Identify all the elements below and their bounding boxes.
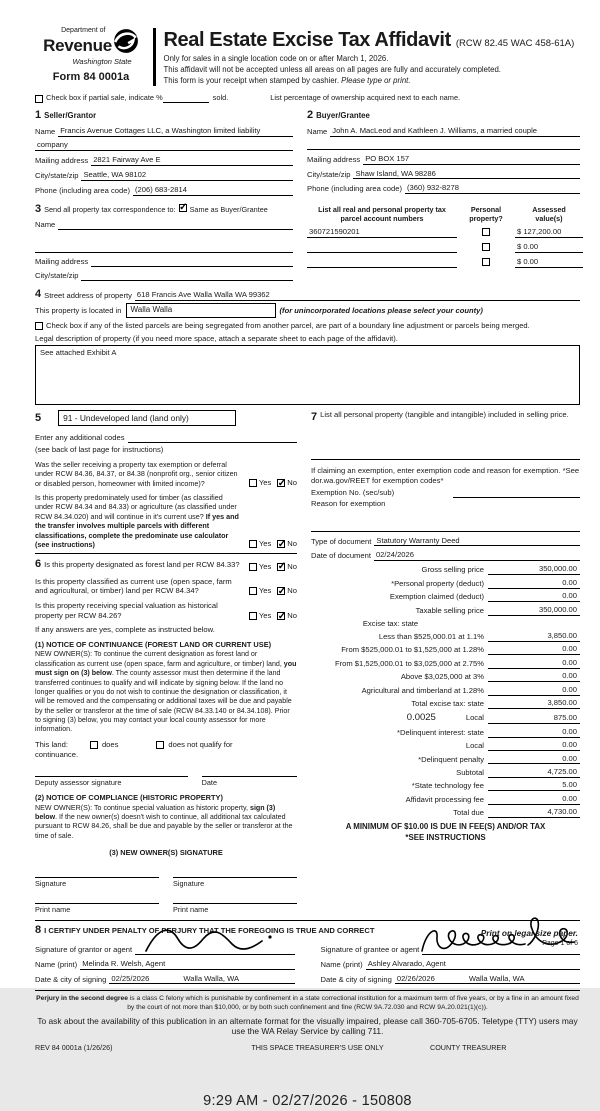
tax-row-value-field[interactable]: 3,850.00 bbox=[488, 698, 580, 709]
print-name-label: Print name bbox=[35, 905, 71, 915]
tax-row-label: From $525,000.01 to $1,525,000 at 1.28% bbox=[341, 645, 484, 655]
header-divider bbox=[153, 28, 156, 86]
local-rate-value: 0.0025 bbox=[406, 711, 436, 723]
tax-row-label: Gross selling price bbox=[421, 565, 484, 575]
section-2-number: 2 bbox=[307, 109, 314, 121]
deputy-assessor-signature-field[interactable] bbox=[35, 767, 188, 777]
assessed-value-field[interactable]: $ 0.00 bbox=[515, 242, 583, 253]
personal-property-checkbox[interactable] bbox=[482, 228, 490, 236]
certify-statement: I CERTIFY UNDER PENALTY OF PERJURY THAT THE FOREGOING IS TRUE AND CORRECT bbox=[44, 925, 375, 935]
grantor-date-value: 02/25/2026 bbox=[111, 973, 150, 983]
tax-row-value-field[interactable]: 4,725.00 bbox=[488, 767, 580, 778]
personal-property-heading: List all personal property (tangible and intangible) included in selling price. bbox=[320, 410, 569, 420]
grantor-city-value: Walla Walla, WA bbox=[183, 973, 240, 983]
tax-row-label: 0.0025 Local bbox=[406, 711, 484, 723]
form-title-rcw: (RCW 82.45 WAC 458-61A) bbox=[455, 38, 575, 49]
seller-name-field-line2[interactable]: company bbox=[35, 140, 293, 151]
notice-compliance-title: (2) NOTICE OF COMPLIANCE (HISTORIC PROPERTY) bbox=[35, 792, 223, 802]
yes-label: Yes bbox=[258, 539, 272, 549]
tax-row-value-field[interactable]: 0.00 bbox=[488, 671, 580, 682]
parcel-row bbox=[307, 257, 583, 268]
tax-row-value-field[interactable]: 350,000.00 bbox=[488, 564, 580, 575]
state-label: Washington State bbox=[72, 57, 132, 67]
tax-row-value-field[interactable]: 0.00 bbox=[488, 754, 580, 765]
tax-table bbox=[311, 564, 580, 818]
buyer-phone-label: Phone (including area code) bbox=[307, 184, 402, 194]
tax-row-value-field[interactable]: 350,000.00 bbox=[488, 605, 580, 616]
section-3-correspondence bbox=[35, 202, 293, 281]
tax-row-value-field[interactable]: 0.00 bbox=[488, 794, 580, 805]
personal-property-checkbox[interactable] bbox=[482, 243, 490, 251]
q1-yes-checkbox[interactable] bbox=[249, 479, 257, 487]
see-instructions-note: *SEE INSTRUCTIONS bbox=[405, 832, 486, 842]
tax-row-value-field[interactable]: 0.00 bbox=[488, 578, 580, 589]
assessed-value-field[interactable]: $ 127,200.00 bbox=[515, 227, 583, 238]
tax-row-label: Subtotal bbox=[456, 768, 484, 778]
seller-city-field[interactable]: Seattle, WA 98102 bbox=[81, 170, 293, 181]
section-2-buyer bbox=[307, 108, 580, 196]
tax-row bbox=[311, 712, 580, 724]
print-name-label: Print name bbox=[173, 905, 209, 915]
treasurer-use-label: THIS SPACE TREASURER'S USE ONLY bbox=[251, 1042, 384, 1052]
grantee-sig-label: Signature of grantee or agent bbox=[320, 944, 420, 954]
header-note-2: This affidavit will not be accepted unless all areas on all pages are fully and accurately completed. bbox=[163, 65, 501, 75]
q2-yes-checkbox[interactable] bbox=[249, 540, 257, 548]
section-1-number: 1 bbox=[35, 109, 42, 121]
header-note-3: This form is your receipt when stamped by cashier. Please type or print. bbox=[163, 76, 411, 86]
tax-row bbox=[311, 754, 580, 765]
partial-sale-suffix: sold. bbox=[212, 93, 229, 103]
buyer-name-field-line2[interactable] bbox=[307, 140, 580, 150]
tax-row-label: Total excise tax: state bbox=[411, 699, 484, 709]
tax-row-label: *Delinquent penalty bbox=[418, 754, 484, 764]
no-label: No bbox=[287, 478, 297, 488]
doc-date-field[interactable]: 02/24/2026 bbox=[374, 550, 580, 561]
forest-yes-checkbox[interactable] bbox=[249, 563, 257, 571]
tax-row bbox=[311, 685, 580, 696]
does-label: does bbox=[101, 739, 119, 749]
section-3-number: 3 bbox=[35, 202, 42, 215]
form-header bbox=[35, 26, 580, 86]
grantee-name-field[interactable]: Ashley Alvarado, Agent bbox=[366, 959, 580, 970]
buyer-city-label: City/state/zip bbox=[307, 169, 351, 179]
tax-row bbox=[311, 578, 580, 589]
county-treasurer-label: COUNTY TREASURER bbox=[430, 1042, 507, 1052]
q1-no-checkbox[interactable] bbox=[277, 479, 285, 487]
section-4-number: 4 bbox=[35, 287, 42, 300]
partial-sale-percent-field[interactable] bbox=[163, 102, 209, 103]
no-label: No bbox=[287, 586, 297, 596]
tax-row-value-field[interactable]: 4,730.00 bbox=[488, 807, 580, 818]
exemption-no-field[interactable] bbox=[453, 488, 580, 498]
tax-row bbox=[311, 671, 580, 682]
same-as-buyer-label: Same as Buyer/Grantee bbox=[189, 204, 268, 214]
exemption-no-label: Exemption No. (sec/sub) bbox=[311, 487, 395, 497]
tax-row-value-field[interactable]: 875.00 bbox=[488, 713, 580, 724]
county-note: (for unincorporated locations please select your county) bbox=[279, 305, 483, 315]
street-address-field[interactable]: 618 Francis Ave Walla Walla WA 99362 bbox=[135, 290, 580, 301]
grantee-city-value: Walla Walla, WA bbox=[468, 973, 525, 983]
grantee-name-label: Name (print) bbox=[320, 959, 363, 969]
parcel-row bbox=[307, 227, 583, 238]
additional-codes-note: (see back of last page for instructions) bbox=[35, 445, 164, 455]
segregated-label: Check box if any of the listed parcels are being segregated from another parcel, are part of a boundary line adjustment or parcels being merged. bbox=[46, 320, 530, 330]
exemption-instructions: If claiming an exemption, enter exemption code and reason for exemption. *See dor.wa.gov/REET for exemption codes* bbox=[311, 466, 580, 486]
rev-number: REV 84 0001a (1/26/26) bbox=[35, 1042, 113, 1052]
tax-row bbox=[311, 564, 580, 575]
print-legal-note: Print on legal size paper. bbox=[480, 928, 578, 939]
corr-mailing-field[interactable] bbox=[91, 258, 293, 268]
tax-row-label: Exemption claimed (deduct) bbox=[389, 592, 484, 602]
forest-no-checkbox[interactable] bbox=[277, 563, 285, 571]
reason-for-exemption-label: Reason for exemption bbox=[311, 498, 386, 508]
section-8-divider bbox=[35, 920, 580, 921]
tax-row bbox=[311, 631, 580, 642]
parcel-row bbox=[307, 242, 583, 253]
yes-label: Yes bbox=[258, 586, 272, 596]
correspondence-label: Send all property tax correspondence to: bbox=[44, 204, 176, 214]
tax-row-value-field[interactable]: 0.00 bbox=[488, 685, 580, 696]
current-use-question: Is this property classified as current use (open space, farm and agricultural, or timber) land per RCW 84.34? bbox=[35, 576, 232, 596]
tax-row-label: Affidavit processing fee bbox=[405, 794, 484, 804]
corr-city-label: City/state/zip bbox=[35, 271, 79, 281]
doc-type-field[interactable]: Statutory Warranty Deed bbox=[374, 536, 580, 547]
tax-row-label: Total due bbox=[453, 808, 484, 818]
perjury-statement: Perjury in the second degree is a class C felony which is punishable by confinement in a state correctional institution for a maximum term of five years, or by a fine in an amount fixed by the court of not more than $10,000, or by both such confinement and fine (RCW 9A.72.030 and RCW 9A.20.021(1)(c)). bbox=[36, 995, 579, 1012]
legal-description-field[interactable]: See attached Exhibit A bbox=[35, 345, 580, 405]
page-number: Page 1 of 6 bbox=[542, 939, 578, 947]
new-owner-printname-field-2[interactable] bbox=[173, 894, 297, 904]
buyer-city-field[interactable]: Shaw Island, WA 98286 bbox=[353, 169, 580, 180]
new-owner-signature-field-1[interactable] bbox=[35, 868, 159, 878]
seller-phone-field[interactable]: (206) 683-2814 bbox=[133, 185, 293, 196]
grantee-date-label: Date & city of signing bbox=[320, 974, 392, 984]
grantor-name-label: Name (print) bbox=[35, 959, 78, 969]
no-label: No bbox=[287, 611, 297, 621]
located-in-label: This property is located in bbox=[35, 305, 122, 315]
land-does-not-checkbox[interactable] bbox=[156, 741, 164, 749]
tax-row-label: From $1,525,000.01 to $3,025,000 at 2.75% bbox=[334, 658, 484, 668]
dept-of-label: Department of bbox=[61, 27, 106, 34]
exemption-deferral-question: Was the seller receiving a property tax exemption or deferral under RCW 84.36, 84.37, or 84.38 (nonprofit org., senior citizen or disabled person, homeowner with limited income)? bbox=[35, 460, 238, 488]
tax-row-value-field[interactable]: 0.00 bbox=[488, 740, 580, 751]
section-6-number: 6 bbox=[35, 558, 42, 571]
tax-row-value-field[interactable]: 0.00 bbox=[488, 591, 580, 602]
new-owners-signature-title: (3) NEW OWNER(S) SIGNATURE bbox=[109, 847, 223, 857]
q2-no-checkbox[interactable] bbox=[277, 540, 285, 548]
grantor-signature-block bbox=[35, 939, 295, 985]
tax-row-label: Above $3,025,000 at 3% bbox=[400, 672, 484, 682]
historic-no-checkbox[interactable] bbox=[277, 612, 285, 620]
tax-row-label: Less than $525,000.01 at 1.1% bbox=[378, 632, 484, 641]
yes-label: Yes bbox=[258, 478, 272, 488]
this-land-label: This land: bbox=[35, 739, 68, 749]
tax-row bbox=[311, 658, 580, 669]
tax-row-label: Local bbox=[465, 741, 484, 751]
corr-name-field[interactable] bbox=[58, 220, 293, 230]
doc-date-label: Date of document bbox=[311, 551, 371, 561]
tax-row-value-field[interactable]: 0.00 bbox=[488, 658, 580, 669]
county-select[interactable]: Walla Walla bbox=[126, 303, 276, 317]
seller-mailing-label: Mailing address bbox=[35, 156, 89, 166]
tax-row bbox=[311, 780, 580, 791]
forest-land-question: 6 Is this property designated as forest land per RCW 84.33? bbox=[35, 558, 240, 571]
seller-name-label: Name bbox=[35, 127, 56, 137]
new-owner-printname-field-1[interactable] bbox=[35, 894, 159, 904]
section-8-number: 8 bbox=[35, 923, 42, 936]
notice-continuance-title: (1) NOTICE OF CONTINUANCE (FOREST LAND OR CURRENT USE) bbox=[35, 639, 272, 649]
tax-row-value-field[interactable]: 3,850.00 bbox=[488, 631, 580, 642]
grantor-date-label: Date & city of signing bbox=[35, 974, 107, 984]
parcel-number-field[interactable]: 360721590201 bbox=[307, 227, 457, 238]
tax-row bbox=[311, 794, 580, 805]
signature-label: Signature bbox=[173, 878, 205, 888]
section-7-number: 7 bbox=[311, 411, 318, 424]
parcel-number-field[interactable] bbox=[307, 244, 457, 254]
assessed-value-field[interactable]: $ 0.00 bbox=[515, 257, 583, 268]
grantee-date-value: 02/26/2026 bbox=[396, 973, 435, 983]
ownership-percentage-note: List percentage of ownership acquired next to each name. bbox=[270, 93, 461, 103]
deputy-assessor-label: Deputy assessor signature bbox=[35, 778, 122, 788]
excise-tax-state-heading: Excise tax: state bbox=[362, 618, 419, 628]
tax-row bbox=[311, 644, 580, 655]
deputy-date-field[interactable] bbox=[202, 767, 297, 777]
tax-row-label: *Delinquent interest: state bbox=[397, 727, 484, 737]
header-note-1: Only for sales in a single location code on or after March 1, 2026. bbox=[163, 54, 389, 63]
yes-label: Yes bbox=[258, 561, 272, 571]
section-5-6-column bbox=[35, 410, 297, 914]
partial-sale-checkbox[interactable] bbox=[35, 95, 43, 103]
partial-sale-label: Check box if partial sale, indicate % bbox=[46, 93, 163, 103]
section-4-property bbox=[35, 287, 580, 405]
land-use-code-select[interactable]: 91 - Undeveloped land (land only) bbox=[58, 410, 236, 426]
notice-continuance-body: NEW OWNER(S): To continue the current designation as forest land or classification as current use (open space, farm and agriculture, or timber) land, you must sign on (3) below. The county assessor must then determine if the land transferred continues to qualify and will indicate by signing below. If the land no longer qualifies or you do not wish to continue the designation or classification, it will be removed and the compensating or additional taxes will be due and payable by the seller or transferor at the time of sale (RCW 84.33.140 or 84.34.108). Prior to signing (3) below, you may contact your local county assessor for more information. bbox=[35, 650, 297, 734]
continuance-label: continuance. bbox=[35, 749, 79, 759]
dor-swirl-icon bbox=[113, 28, 139, 54]
grantor-signature-field[interactable] bbox=[135, 945, 294, 955]
seller-name-field[interactable]: Francis Avenue Cottages LLC, a Washington limited liability bbox=[58, 126, 293, 137]
form-number: Form 84 0001a bbox=[52, 70, 130, 83]
yes-label: Yes bbox=[258, 611, 272, 621]
parcel-number-field[interactable] bbox=[307, 258, 457, 268]
tax-row bbox=[311, 767, 580, 778]
timber-agriculture-question: Is this property predominately used for timber (as classified under RCW 84.34 and 84.33) or agriculture (as classified under RCW 84.34.020) and will continue in it's current use? If yes and the transfer involves multiple parcels with different classifications, complete the predominate use calculator (see instructions) bbox=[35, 493, 239, 549]
new-owner-signature-field-2[interactable] bbox=[173, 868, 297, 878]
personal-property-checkbox[interactable] bbox=[482, 258, 490, 266]
buyer-phone-field[interactable]: (360) 932-8278 bbox=[405, 183, 580, 194]
corr-mailing-label: Mailing address bbox=[35, 257, 89, 267]
form-title: Real Estate Excise Tax Affidavit bbox=[163, 29, 451, 51]
segregated-checkbox[interactable] bbox=[35, 322, 43, 330]
tax-row-label: *State technology fee bbox=[411, 781, 484, 791]
tax-row bbox=[311, 605, 580, 616]
section-5-number: 5 bbox=[35, 412, 42, 425]
current-no-checkbox[interactable] bbox=[277, 587, 285, 595]
signature-label: Signature bbox=[35, 878, 67, 888]
corr-city-field[interactable] bbox=[81, 271, 293, 281]
buyer-name-field[interactable]: John A. MacLeod and Kathleen J. Williams, a married couple bbox=[330, 126, 580, 137]
tax-row-label: Agricultural and timberland at 1.28% bbox=[361, 685, 484, 695]
no-label: No bbox=[287, 539, 297, 549]
tax-row bbox=[311, 740, 580, 751]
does-not-label: does not qualify for bbox=[168, 739, 233, 749]
parcel-table bbox=[307, 202, 583, 281]
same-as-buyer-checkbox[interactable] bbox=[179, 204, 187, 212]
tax-row bbox=[311, 807, 580, 818]
section-1-seller bbox=[35, 108, 293, 196]
assessed-value-col-header: Assessed value(s) bbox=[532, 204, 566, 223]
buyer-mailing-label: Mailing address bbox=[307, 154, 361, 164]
parcel-col-header: List all real and personal property tax parcel account numbers bbox=[318, 204, 446, 223]
section-6-divider bbox=[35, 553, 297, 554]
if-yes-note: If any answers are yes, complete as instructed below. bbox=[35, 624, 215, 634]
personal-property-col-header: Personal property? bbox=[469, 204, 503, 223]
tax-row-label: Taxable selling price bbox=[415, 605, 484, 615]
notice-compliance-body: NEW OWNER(S): To continue special valuation as historic property, sign (3) below. If the new owner(s) doesn't wish to continue, all additional tax calculated pursuant to RCW 84.26, shall be due and payable by the seller or transferor at the time of sale. bbox=[35, 803, 293, 840]
seller-mailing-field[interactable]: 2821 Fairway Ave E bbox=[91, 155, 293, 166]
tax-row bbox=[311, 727, 580, 738]
tax-row-label: *Personal property (deduct) bbox=[391, 578, 484, 588]
grantor-sig-label: Signature of grantor or agent bbox=[35, 944, 133, 954]
agency-name: Revenue bbox=[43, 36, 112, 56]
seller-heading: Seller/Grantor bbox=[44, 111, 97, 120]
additional-codes-field[interactable] bbox=[128, 434, 298, 444]
tax-row bbox=[311, 591, 580, 602]
document-divider bbox=[311, 531, 580, 532]
tax-row-value-field[interactable]: 0.00 bbox=[488, 727, 580, 738]
additional-codes-label: Enter any additional codes bbox=[35, 433, 125, 443]
alternate-format-note: To ask about the availability of this publication in an alternate format for the visually impaired, please call 360-705-6705. Teletype (TTY) users may use the WA Relay Service by calling 711. bbox=[37, 1015, 578, 1037]
seller-city-label: City/state/zip bbox=[35, 170, 79, 180]
footer-divider bbox=[35, 990, 580, 991]
seller-phone-label: Phone (including area code) bbox=[35, 185, 130, 195]
corr-name-label: Name bbox=[35, 219, 56, 229]
personal-property-field[interactable] bbox=[311, 451, 580, 461]
buyer-heading: Buyer/Grantee bbox=[316, 111, 370, 120]
grantor-name-field[interactable]: Melinda R. Welsh, Agent bbox=[80, 959, 294, 970]
buyer-mailing-field[interactable]: PO BOX 157 bbox=[363, 154, 580, 165]
tax-row-value-field[interactable]: 0.00 bbox=[488, 644, 580, 655]
no-label: No bbox=[287, 561, 297, 571]
grantor-date-field[interactable] bbox=[109, 974, 294, 985]
historic-yes-checkbox[interactable] bbox=[249, 612, 257, 620]
historic-question: Is this property receiving special valuation as historical property per RCW 84.26? bbox=[35, 601, 218, 621]
grantee-date-field[interactable] bbox=[395, 974, 580, 985]
deputy-date-label: Date bbox=[201, 778, 218, 788]
buyer-name-label: Name bbox=[307, 127, 328, 137]
section-7-column bbox=[311, 410, 580, 914]
cashier-timestamp: 9:29 AM - 02/27/2026 - 150808 bbox=[203, 1093, 412, 1110]
land-does-checkbox[interactable] bbox=[90, 741, 98, 749]
minimum-due-note: A MINIMUM OF $10.00 IS DUE IN FEE(S) AND/OR TAX bbox=[345, 822, 546, 832]
tax-row-value-field[interactable]: 5.00 bbox=[488, 780, 580, 791]
legal-description-label: Legal description of property (if you need more space, attach a separate sheet to each page of the affidavit). bbox=[35, 333, 398, 343]
doc-type-label: Type of document bbox=[311, 536, 372, 546]
corr-extra-field[interactable] bbox=[35, 244, 293, 254]
tax-row bbox=[311, 698, 580, 709]
dor-logo bbox=[35, 26, 147, 84]
street-address-label: Street address of property bbox=[44, 291, 132, 301]
current-yes-checkbox[interactable] bbox=[249, 587, 257, 595]
